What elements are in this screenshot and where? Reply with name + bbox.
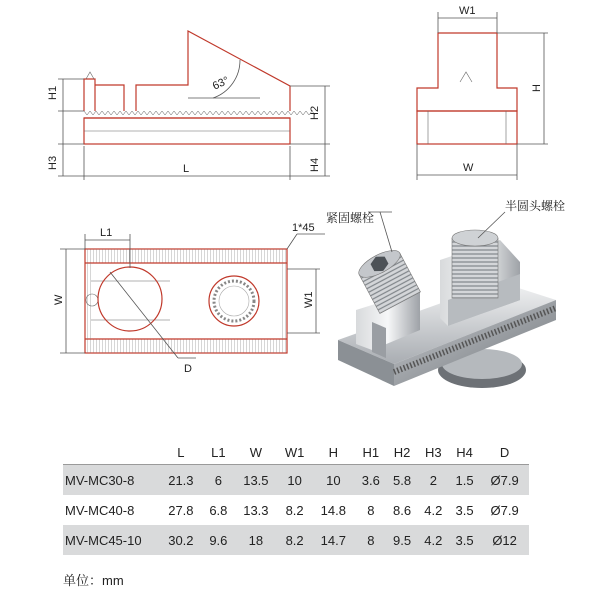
d-label: D xyxy=(184,363,192,375)
angle-label: 63° xyxy=(210,74,231,93)
table-cell: 6.8 xyxy=(209,502,228,518)
table-cell: 13.3 xyxy=(243,502,269,518)
table-header: H4 xyxy=(449,440,480,465)
top-view xyxy=(53,222,325,375)
table-cell: 14.8 xyxy=(320,502,346,518)
table-header: H2 xyxy=(386,440,417,465)
isometric-render xyxy=(326,198,565,388)
table-cell: 3.6 xyxy=(361,472,380,488)
spec-table xyxy=(63,440,529,555)
table-cell: 5.8 xyxy=(393,472,412,488)
table-cell: MV-MC30-8 xyxy=(65,472,135,488)
table-cell: 4.2 xyxy=(424,502,443,518)
table-row xyxy=(63,495,529,525)
table-header-row xyxy=(63,440,529,465)
unit-note: 单位：mm xyxy=(63,573,124,588)
round-head-bolt-callout: 半圆头螺栓 xyxy=(505,199,566,213)
table-cell: 3.5 xyxy=(455,502,474,518)
table-cell: 8 xyxy=(367,532,375,548)
table-cell: 9.6 xyxy=(209,532,228,548)
table-cell: 9.5 xyxy=(393,532,412,548)
h2-label: H2 xyxy=(309,105,321,120)
table-cell: 8.2 xyxy=(285,532,304,548)
table-cell: 13.5 xyxy=(243,472,269,488)
table-cell: 4.2 xyxy=(424,532,443,548)
table-cell: 8.6 xyxy=(393,502,412,518)
table-cell: 2 xyxy=(429,472,437,488)
table-cell: 30.2 xyxy=(168,532,194,548)
table-cell: 10 xyxy=(287,472,302,488)
table-cell: 21.3 xyxy=(168,472,194,488)
front-view xyxy=(417,5,548,180)
table-cell: 8.2 xyxy=(285,502,304,518)
table-header: H xyxy=(311,440,355,465)
table-cell: 1.5 xyxy=(455,472,474,488)
l-label: L xyxy=(183,163,190,175)
table-cell: 3.5 xyxy=(455,532,474,548)
table-cell: Ø7.9 xyxy=(490,502,519,518)
h3-label: H3 xyxy=(47,155,59,170)
table-header xyxy=(63,440,159,465)
table-header: D xyxy=(480,440,529,465)
table-cell: 14.7 xyxy=(320,532,346,548)
table-header: L1 xyxy=(203,440,234,465)
table-row xyxy=(63,465,529,496)
table-header: H1 xyxy=(355,440,386,465)
h4-label: H4 xyxy=(309,157,321,172)
table-cell: MV-MC40-8 xyxy=(65,502,135,518)
table-header: W xyxy=(234,440,278,465)
l1-label: L1 xyxy=(100,227,113,239)
table-cell: 8 xyxy=(367,502,375,518)
table-cell: 6 xyxy=(214,472,222,488)
table-header: W1 xyxy=(278,440,312,465)
table-cell: MV-MC45-10 xyxy=(65,532,142,548)
table-cell: 27.8 xyxy=(168,502,194,518)
top-w1-label: W1 xyxy=(303,291,315,308)
front-w-label: W xyxy=(463,162,474,174)
front-h-label: H xyxy=(531,84,543,92)
front-w1-label: W1 xyxy=(459,5,476,17)
table-header: H3 xyxy=(418,440,449,465)
table-cell: Ø7.9 xyxy=(490,472,519,488)
table-cell: Ø12 xyxy=(492,532,517,548)
table-header: L xyxy=(159,440,203,465)
table-cell: 18 xyxy=(248,532,264,548)
set-screw-callout: 紧固螺栓 xyxy=(326,211,375,225)
chamfer-label: 1*45 xyxy=(292,222,315,234)
top-w-label: W xyxy=(53,294,65,305)
table-cell: 10 xyxy=(326,472,341,488)
side-view xyxy=(47,31,330,180)
h1-label: H1 xyxy=(47,85,59,100)
table-row xyxy=(63,525,529,555)
